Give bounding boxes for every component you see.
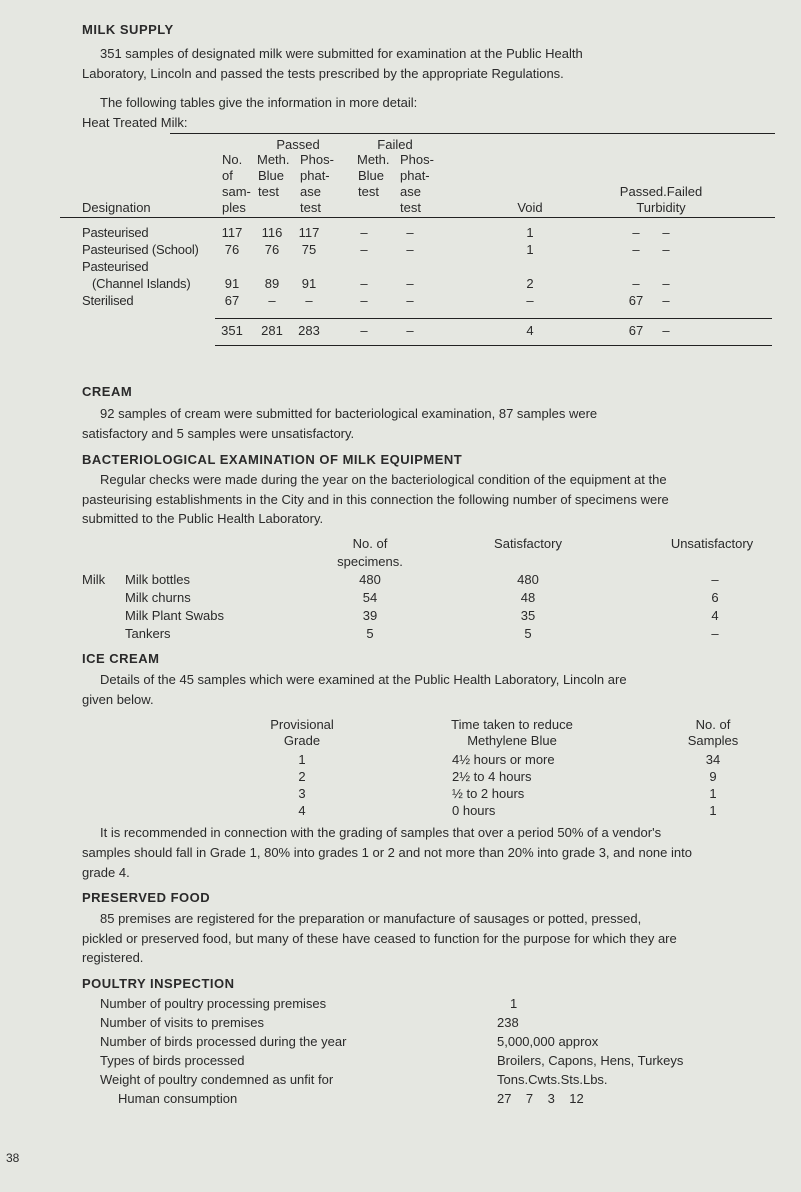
preserved-food-para-line: pickled or preserved food, but many of these have ceased to function for the purpose for which they are — [82, 931, 677, 946]
preserved-food-para-line: 85 premises are registered for the preparation or manufacture of sausages or potted, pressed, — [100, 911, 642, 926]
grade-cell: 4 — [298, 803, 306, 818]
total-turbidity-passed: 67 — [628, 323, 644, 338]
passed-meth-blue-cell: – — [268, 293, 276, 308]
turbidity-passed-cell: – — [632, 225, 640, 240]
failed-phosphatase-cell: – — [406, 276, 414, 291]
poultry-label: Types of birds processed — [100, 1053, 245, 1068]
grade-cell: 2 — [298, 769, 306, 784]
poultry-value: 238 — [497, 1015, 519, 1030]
failed-phosphatase-cell: – — [406, 293, 414, 308]
item-cell: Milk Plant Swabs — [125, 608, 224, 623]
time-cell: 0 hours — [452, 803, 496, 818]
satisfactory-cell: 480 — [517, 572, 539, 587]
ice-cream-note-line: grade 4. — [82, 865, 130, 880]
passed-meth-blue-cell: 89 — [264, 276, 280, 291]
table-rule — [215, 345, 772, 346]
col-failed-meth-blue: test — [358, 184, 379, 199]
col-samples: No. of — [695, 717, 731, 732]
passed-phosphatase-cell: 75 — [301, 242, 317, 257]
designation-cell: Pasteurised — [82, 259, 149, 274]
poultry-label: Number of poultry processing premises — [100, 996, 327, 1011]
time-cell: ½ to 2 hours — [452, 786, 525, 801]
col-turbidity: Turbidity — [636, 200, 686, 215]
no-samples-cell: 91 — [224, 276, 240, 291]
table-rule — [60, 217, 775, 218]
failed-phosphatase-cell: – — [406, 242, 414, 257]
poultry-value: 5,000,000 approx — [497, 1034, 599, 1049]
milk-supply-para-line: 351 samples of designated milk were submitted for examination at the Public Health — [100, 46, 583, 61]
col-passed-meth-blue: Meth. — [257, 152, 290, 167]
time-cell: 2½ to 4 hours — [452, 769, 532, 784]
failed-meth-blue-cell: – — [360, 293, 368, 308]
col-passed-meth-blue: Blue — [258, 168, 285, 183]
milk-supply-intro: The following tables give the information in more detail: — [100, 95, 418, 110]
failed-meth-blue-cell: – — [360, 276, 368, 291]
col-group-passed: Passed — [276, 137, 320, 152]
page-number: 38 — [6, 1151, 20, 1165]
designation-cell: Pasteurised — [82, 225, 149, 240]
col-failed-meth-blue: Blue — [358, 168, 385, 183]
designation-cell: (Channel Islands) — [92, 276, 191, 291]
table-rule — [215, 318, 772, 319]
passed-meth-blue-cell: 76 — [264, 242, 280, 257]
turbidity-passed-cell: – — [632, 276, 640, 291]
heat-treated-table-title: Heat Treated Milk: — [82, 115, 188, 130]
col-samples: Samples — [687, 733, 739, 748]
samples-cell: 9 — [709, 769, 717, 784]
poultry-value: Tons.Cwts.Sts.Lbs. — [497, 1072, 608, 1087]
col-grade: Grade — [283, 733, 321, 748]
grade-cell: 3 — [298, 786, 306, 801]
milk-supply-para-line: Laboratory, Lincoln and passed the tests prescribed by the appropriate Regulations. — [82, 66, 564, 81]
poultry-value: 1 — [510, 996, 518, 1011]
no-samples-cell: 67 — [224, 293, 240, 308]
cream-heading: CREAM — [82, 384, 133, 399]
poultry-value: 27 7 3 12 — [497, 1091, 584, 1106]
col-failed-phosphatase: Phos- — [400, 152, 434, 167]
designation-cell: Sterilised — [82, 293, 134, 308]
turbidity-passed-cell: – — [632, 242, 640, 257]
col-passed-meth-blue: test — [258, 184, 279, 199]
col-passed-phosphatase: Phos- — [300, 152, 334, 167]
void-cell: 2 — [526, 276, 534, 291]
total-failed-meth-blue: – — [360, 323, 368, 338]
unsatisfactory-cell: 4 — [711, 608, 719, 623]
ice-cream-heading: ICE CREAM — [82, 651, 160, 666]
preserved-food-para-line: registered. — [82, 950, 144, 965]
samples-cell: 34 — [705, 752, 721, 767]
total-passed-phosphatase: 283 — [298, 323, 320, 338]
no-samples-cell: 76 — [224, 242, 240, 257]
total-no-samples: 351 — [221, 323, 243, 338]
turbidity-failed-cell: – — [662, 225, 670, 240]
col-unsatisfactory: Unsatisfactory — [670, 536, 754, 551]
failed-phosphatase-cell: – — [406, 225, 414, 240]
void-cell: – — [526, 293, 534, 308]
poultry-value: Broilers, Capons, Hens, Turkeys — [497, 1053, 684, 1068]
turbidity-failed-cell: – — [662, 276, 670, 291]
turbidity-failed-cell: – — [662, 293, 670, 308]
cream-para-line: 92 samples of cream were submitted for bacteriological examination, 87 samples were — [100, 406, 598, 421]
turbidity-failed-cell: – — [662, 242, 670, 257]
poultry-label: Number of visits to premises — [100, 1015, 264, 1030]
col-no-samples: ples — [222, 200, 246, 215]
col-failed-phosphatase: test — [400, 200, 421, 215]
passed-phosphatase-cell: – — [305, 293, 313, 308]
col-failed-phosphatase: phat- — [400, 168, 430, 183]
unsatisfactory-cell: – — [711, 626, 719, 641]
col-grade: Provisional — [270, 717, 334, 732]
void-cell: 1 — [526, 242, 534, 257]
ice-cream-note-line: samples should fall in Grade 1, 80% into grades 1 or 2 and not more than 20% into grade 3, and none into — [82, 845, 692, 860]
bacteriological-para-line: Regular checks were made during the year on the bacteriological condition of the equipment at the — [100, 472, 667, 487]
milk-group-label: Milk — [82, 572, 106, 587]
passed-phosphatase-cell: 91 — [301, 276, 317, 291]
col-satisfactory: Satisfactory — [494, 536, 562, 551]
total-passed-meth-blue: 281 — [261, 323, 283, 338]
item-cell: Tankers — [125, 626, 171, 641]
void-cell: 1 — [526, 225, 534, 240]
table-rule — [170, 133, 775, 134]
col-no-samples: sam- — [222, 184, 251, 199]
no-samples-cell: 117 — [221, 225, 243, 240]
item-cell: Milk bottles — [125, 572, 191, 587]
no-specimens-cell: 54 — [362, 590, 378, 605]
no-specimens-cell: 480 — [359, 572, 381, 587]
col-void: Void — [517, 200, 543, 215]
poultry-label: Number of birds processed during the year — [100, 1034, 347, 1049]
col-no-samples: of — [222, 168, 233, 183]
col-group-failed: Failed — [377, 137, 413, 152]
col-passed-phosphatase: phat- — [300, 168, 330, 183]
satisfactory-cell: 5 — [524, 626, 532, 641]
no-specimens-cell: 5 — [366, 626, 374, 641]
no-specimens-cell: 39 — [362, 608, 378, 623]
preserved-food-heading: PRESERVED FOOD — [82, 890, 211, 905]
col-time: Time taken to reduce — [451, 717, 573, 732]
total-failed-phosphatase: – — [406, 323, 414, 338]
satisfactory-cell: 35 — [520, 608, 536, 623]
grade-cell: 1 — [298, 752, 306, 767]
ice-cream-para-line: Details of the 45 samples which were examined at the Public Health Laboratory, Lincoln are — [100, 672, 627, 687]
satisfactory-cell: 48 — [520, 590, 536, 605]
poultry-label: Weight of poultry condemned as unfit for — [100, 1072, 334, 1087]
unsatisfactory-cell: 6 — [711, 590, 719, 605]
col-passed-phosphatase: ase — [300, 184, 321, 199]
col-failed-meth-blue: Meth. — [357, 152, 390, 167]
total-void: 4 — [526, 323, 534, 338]
milk-supply-heading: MILK SUPPLY — [82, 22, 174, 37]
col-passed-phosphatase: test — [300, 200, 321, 215]
failed-meth-blue-cell: – — [360, 242, 368, 257]
unsatisfactory-cell: – — [711, 572, 719, 587]
failed-meth-blue-cell: – — [360, 225, 368, 240]
col-no-samples: No. — [222, 152, 243, 167]
cream-para-line: satisfactory and 5 samples were unsatisfactory. — [82, 426, 355, 441]
ice-cream-note-line: It is recommended in connection with the grading of samples that over a period 50% of a vendor's — [100, 825, 662, 840]
poultry-label: Human consumption — [118, 1091, 238, 1106]
passed-phosphatase-cell: 117 — [298, 225, 320, 240]
bacteriological-para-line: submitted to the Public Health Laboratory. — [82, 511, 324, 526]
turbidity-passed-cell: 67 — [628, 293, 644, 308]
col-turbidity: Passed.Failed — [619, 184, 703, 199]
item-cell: Milk churns — [125, 590, 191, 605]
col-time: Methylene Blue — [467, 733, 557, 748]
bacteriological-para-line: pasteurising establishments in the City and in this connection the following number of specimens were — [82, 492, 669, 507]
designation-cell: Pasteurised (School) — [82, 242, 199, 257]
poultry-heading: POULTRY INSPECTION — [82, 976, 235, 991]
col-failed-phosphatase: ase — [400, 184, 421, 199]
samples-cell: 1 — [709, 803, 717, 818]
total-turbidity-failed: – — [662, 323, 670, 338]
ice-cream-para-line: given below. — [82, 692, 154, 707]
passed-meth-blue-cell: 116 — [261, 225, 283, 240]
samples-cell: 1 — [709, 786, 717, 801]
bacteriological-heading: BACTERIOLOGICAL EXAMINATION OF MILK EQUIPMENT — [82, 452, 463, 467]
col-designation: Designation — [82, 200, 151, 215]
col-no-specimens: specimens. — [337, 554, 403, 569]
time-cell: 4½ hours or more — [452, 752, 555, 767]
col-no-specimens: No. of — [352, 536, 388, 551]
